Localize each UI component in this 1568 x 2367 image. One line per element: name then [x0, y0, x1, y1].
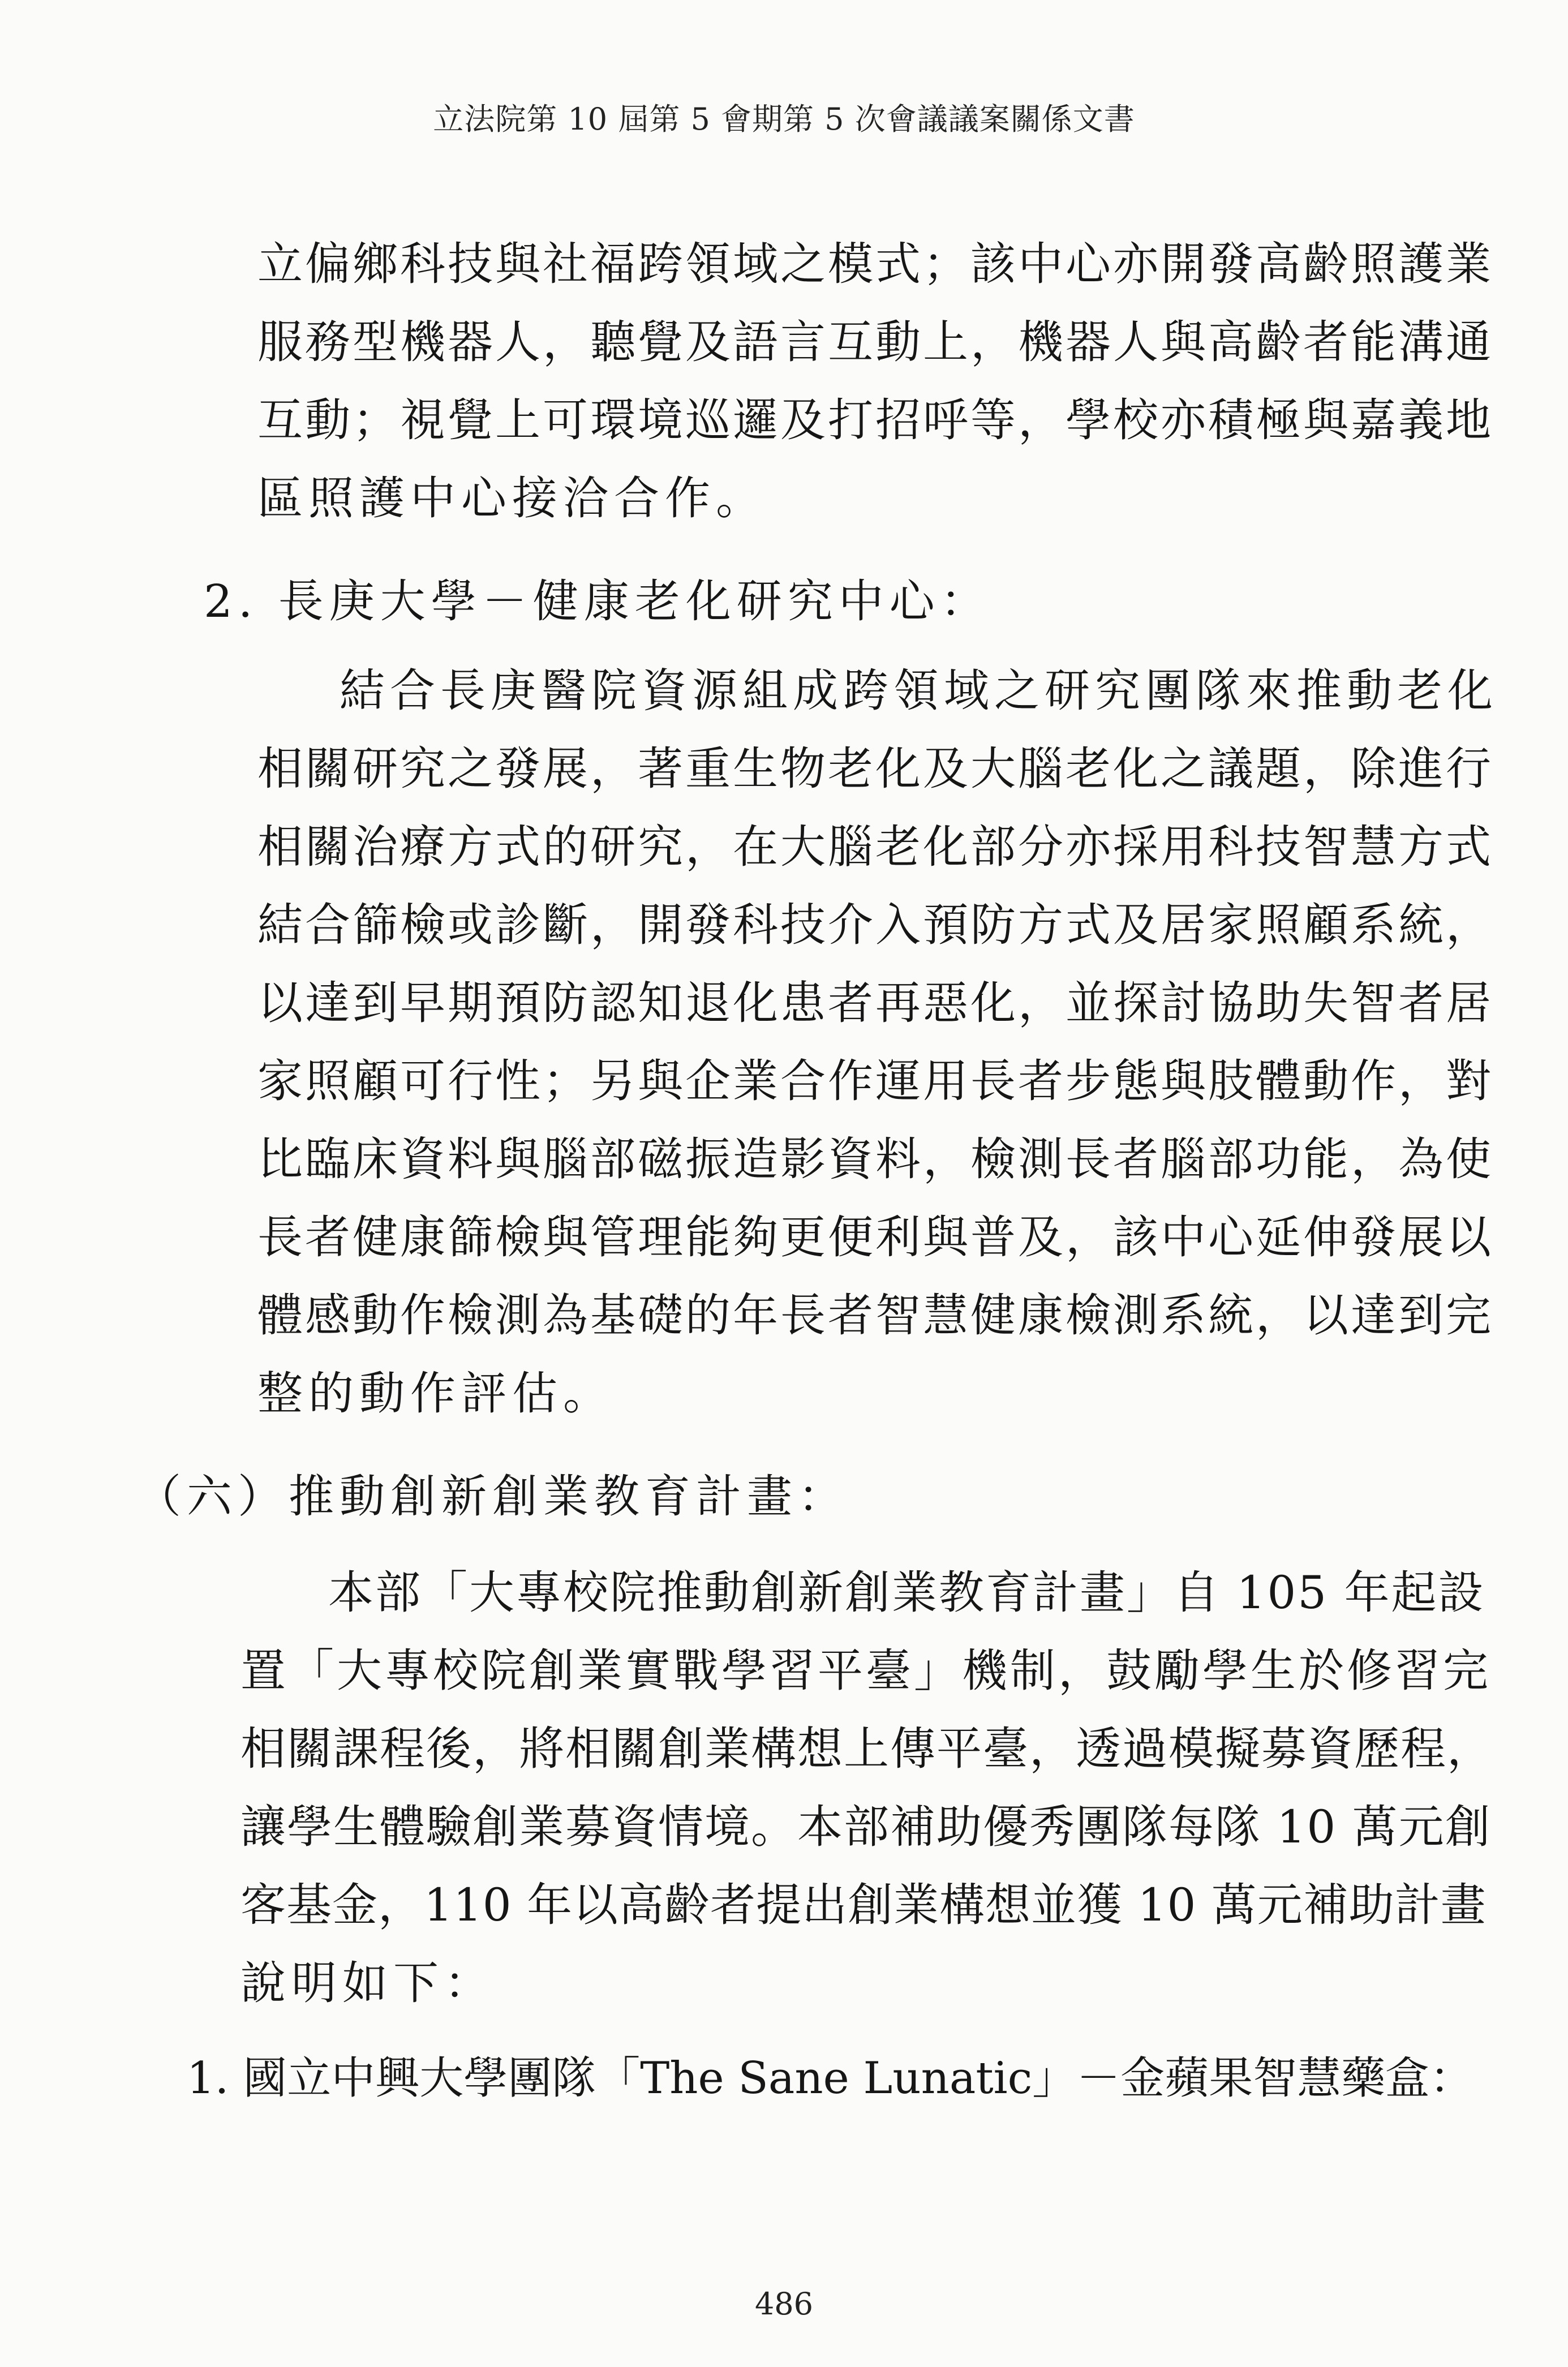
body-line: 相關治療方式的研究，在大腦老化部分亦採用科技智慧方式 — [257, 820, 1493, 873]
body-line: 結合長庚醫院資源組成跨領域之研究團隊來推動老化 — [340, 664, 1498, 717]
body-line: 互動；視覺上可環境巡邏及打招呼等，學校亦積極與嘉義地 — [257, 394, 1493, 446]
page-header: 立法院第 10 屆第 5 會期第 5 次會議議案關係文書 — [433, 101, 1135, 137]
body-line: 以達到早期預防認知退化患者再惡化，並探討協助失智者居 — [257, 977, 1493, 1029]
body-line: 本部「大專校院推動創新創業教育計畫」自 105 年起設 — [328, 1566, 1485, 1619]
body-line: 體感動作檢測為基礎的年長者智慧健康檢測系統，以達到完 — [257, 1289, 1493, 1342]
body-line: 整的動作評估。 — [257, 1367, 614, 1420]
subsection-heading: 2. 長庚大學－健康老化研究中心： — [204, 575, 991, 628]
body-line: 區照護中心接洽合作。 — [257, 472, 767, 525]
body-line: 說明如下： — [240, 1957, 495, 2009]
page-number: 486 — [754, 2286, 814, 2322]
body-line: 置「大專校院創業實戰學習平臺」機制，鼓勵學生於修習完 — [240, 1644, 1491, 1697]
body-line: 相關研究之發展，著重生物老化及大腦老化之議題，除進行 — [257, 742, 1493, 795]
subsection-heading: 1. 國立中興大學團隊「The Sane Lunatic」－金蘋果智慧藥盒： — [187, 2053, 1474, 2104]
body-line: 客基金，110 年以高齡者提出創業構想並獲 10 萬元補助計畫 — [240, 1879, 1487, 1931]
body-line: 家照顧可行性；另與企業合作運用長者步態與肢體動作，對 — [257, 1055, 1493, 1107]
section-heading: （六）推動創新創業教育計畫： — [136, 1470, 849, 1523]
body-line: 讓學生體驗創業募資情境。本部補助優秀團隊每隊 10 萬元創 — [240, 1801, 1492, 1853]
body-line: 比臨床資料與腦部磁振造影資料，檢測長者腦部功能，為使 — [257, 1133, 1493, 1185]
body-line: 相關課程後，將相關創業構想上傳平臺，透過模擬募資歷程， — [240, 1722, 1493, 1775]
body-line: 結合篩檢或診斷，開發科技介入預防方式及居家照顧系統， — [257, 899, 1493, 951]
body-line: 立偏鄉科技與社福跨領域之模式；該中心亦開發高齡照護業 — [257, 238, 1493, 290]
body-line: 服務型機器人，聽覺及語言互動上，機器人與高齡者能溝通 — [257, 316, 1493, 368]
body-line: 長者健康篩檢與管理能夠更便利與普及，該中心延伸發展以 — [257, 1211, 1493, 1264]
